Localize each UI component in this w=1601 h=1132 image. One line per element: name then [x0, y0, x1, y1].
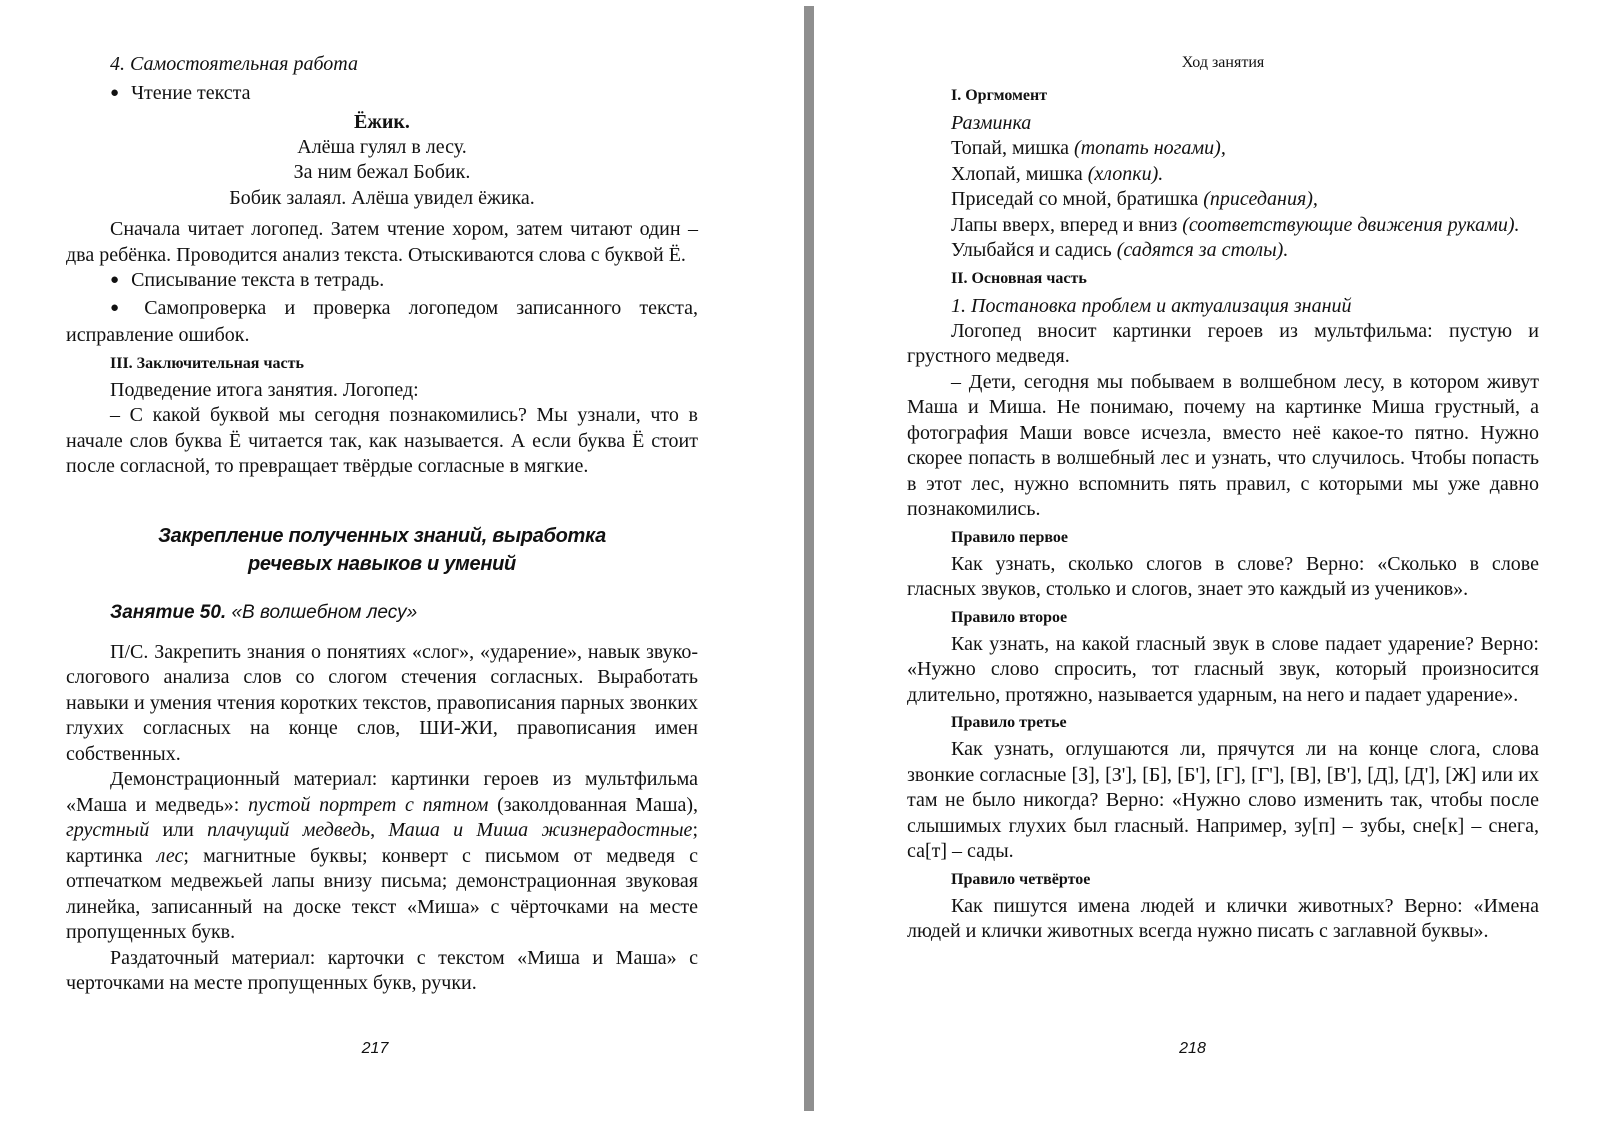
paragraph: Как узнать, на какой гласный звук в слове падает ударение? Верно: «Нужно слово спросить, тот гласный звук, который произносится длительно, протяжно, называется ударным, на него и падает ударение». — [907, 632, 1539, 706]
bullet-item: ● Чтение текста — [66, 81, 698, 109]
chapter-heading-line: Закрепление полученных знаний, выработка — [158, 524, 606, 547]
left-page — [0, 0, 800, 1132]
poem-line: Алёша гулял в лесу. — [297, 135, 467, 158]
paragraph: – С какой буквой мы сегодня познакомились? Мы узнали, что в начале слов буква Ё читается так, как называется. А если буква Ё стоит после согласной, то превращает твёрдые согласные в мягкие. — [66, 404, 698, 477]
paragraph: – Дети, сегодня мы побываем в волшебном лесу, в котором живут Маша и Миша. Не понимаю, почему на картинке Миша грустный, а фотография Маши вовсе исчезла, вместо неё какое-то пятно. Нужно скорее попасть в волшебный лес и узнать, что случилось. Чтобы попасть в этот лес, нужно вспомнить пять правил, с которыми мы уже давно познакомились. — [907, 370, 1539, 520]
section-heading: 4. Самостоятельная работа — [110, 53, 358, 75]
rule-heading: Правило четвёртое — [951, 870, 1091, 888]
paragraph: Раздаточный материал: карточки с текстом «Миша и Маша» с черточками на месте пропущенных букв, ручки. — [66, 946, 698, 994]
page-number: 218 — [1179, 1040, 1206, 1057]
poem-line: За ним бежал Бобик. — [293, 161, 471, 183]
paragraph: Как узнать, сколько слогов в слове? Верно: «Сколько в слове гласных звуков, столько и слогов, знает это каждый из учеников». — [907, 552, 1539, 600]
paragraph: Как пишутся имена людей и клички животных? Верно: «Имена людей и клички животных всегда нужно писать с заглавной буквы». — [907, 894, 1539, 942]
paragraph: Демонстрационный материал: картинки героев из мультфильма «Маша и медведь»: пустой портрет с пятном (заколдованная Маша), грустный или плачущий медведь, Маша и Миша жизнерадостные; картинка лес; магнитные буквы; конверт с письмом от медведя с отпечатком медвежьей лапы внизу письма; демонстрационная звуковая линейка, записанный на доске текст «Миша» с чёрточками на месте пропущенных букв. — [66, 768, 698, 943]
bullet-item: ● Самопроверка и проверка логопедом записанного текста, исправление ошибок. — [66, 296, 698, 349]
rhyme-line: Улыбайся и садись (садятся за столы). — [951, 239, 1289, 261]
rule-heading: Правило второе — [951, 608, 1068, 626]
left-page-content — [66, 51, 698, 997]
rhyme-line: Лапы вверх, вперед и вниз (соответствующие движения руками). — [951, 213, 1520, 236]
rule-heading: Правило первое — [951, 528, 1069, 546]
part-heading: I. Оргмомент — [951, 87, 1048, 104]
paragraph: Как узнать, оглушаются ли, прячутся ли на конце слога, слова звонкие согласные [З], [З'], [Б], [Б'], [Г], [Г'], [В], [В'], [Д], [Д'], [Ж] или их там не было никогда? Верно: «Нужно слово изменить так, чтобы после слышимых глухих был гласный. Например, зу[п] – зубы, сне[к] – снега, са[т] – сады. — [907, 738, 1539, 862]
subheading: Разминка — [951, 112, 1032, 134]
paragraph: Сначала читает логопед. Затем чтение хором, затем читают один – два ребёнка. Проводится анализ текста. Отыскиваются слова с буквой Ё. — [66, 218, 698, 266]
rhyme-line: Хлопай, мишка (хлопки). — [951, 162, 1164, 185]
lesson-label: Занятие 50. — [110, 601, 227, 623]
rhyme-line: Топай, мишка (топать ногами), — [951, 137, 1226, 159]
rule-heading: Правило третье — [951, 714, 1067, 731]
rhyme-line: Приседай со мной, братишка (приседания), — [951, 188, 1318, 210]
lesson-name: «В волшебном лесу» — [231, 601, 418, 623]
book-spine-divider — [804, 6, 814, 1111]
right-page — [820, 0, 1601, 1132]
bullet-item: ● Списывание текста в тетрадь. — [66, 268, 698, 296]
running-head: Ход занятия — [1181, 54, 1265, 71]
page-number: 217 — [361, 1040, 389, 1057]
paragraph: Подведение итога занятия. Логопед: — [110, 378, 419, 401]
lesson-title — [66, 600, 698, 626]
part-heading: III. Заключительная часть — [110, 354, 304, 372]
part-heading: II. Основная часть — [951, 269, 1087, 287]
poem-line: Бобик залаял. Алёша увидел ёжика. — [229, 186, 535, 209]
paragraph: Логопед вносит картинки героев из мультфильма: пустую и грустного медведя. — [907, 319, 1539, 367]
paragraph: П/С. Закрепить знания о понятиях «слог», «ударение», навык звуко-слогового анализа слов со слогом стечения согласных. Выработать навыки и умения чтения коротких текстов, правописания парных звонких глухих согласных на конце слов, ШИ-ЖИ, правописания имен собственных. — [66, 640, 698, 765]
right-page-content — [907, 51, 1539, 945]
subheading: 1. Постановка проблем и актуализация знаний — [951, 294, 1352, 317]
chapter-heading-line: речевых навыков и умений — [248, 552, 516, 575]
poem-title: Ёжик. — [354, 110, 410, 133]
